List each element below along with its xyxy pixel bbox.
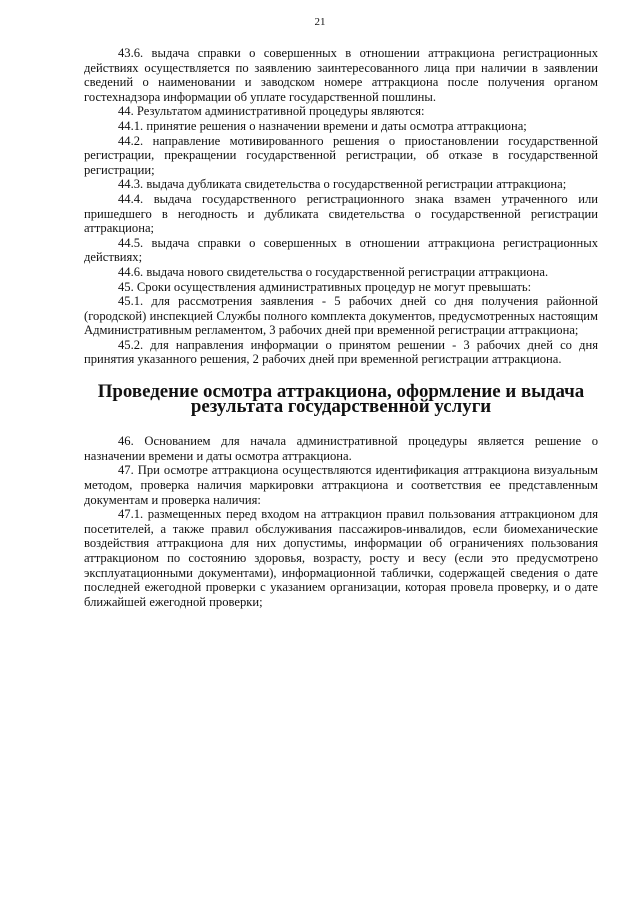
section-heading: Проведение осмотра аттракциона, оформление и выдача результата государственной услуги — [97, 381, 585, 417]
paragraph-44-5: 44.5. выдача справки о совершенных в отношении аттракциона регистрационных действиях; — [84, 235, 598, 265]
paragraph-44-6: 44.6. выдача нового свидетельства о государственной регистрации аттракциона. — [118, 264, 549, 279]
page-number: 21 — [314, 16, 326, 28]
paragraph-44-3: 44.3. выдача дубликата свидетельства о государственной регистрации аттракциона; — [118, 177, 567, 192]
paragraph-44-2: 44.2. направление мотивированного решения о приостановлении государственной регистрации, прекращении государственной регистрации, об отказе в государственной регистрации; — [84, 133, 598, 177]
paragraph-46: 46. Основанием для начала административной процедуры является решение о назначении времени и даты осмотра аттракциона. — [84, 434, 598, 463]
paragraph-45: 45. Сроки осуществления административных процедур не могут превышать: — [118, 279, 532, 294]
paragraph-47: 47. При осмотре аттракциона осуществляются идентификация аттракциона визуальным методом, проверка наличия маркировки аттракциона и соответствия ее представленным документам и проверка наличия: — [84, 463, 598, 507]
paragraph-45-1: 45.1. для рассмотрения заявления - 5 рабочих дней со дня получения районной (городской) инспекцией Службы полного комплекта документов, предусмотренных настоящим Административным регламентом, 3 рабочих дней при временной регистрации аттракциона; — [84, 294, 598, 338]
paragraph-44-1: 44.1. принятие решения о назначении времени и даты осмотра аттракциона; — [118, 118, 527, 133]
paragraph-44-4: 44.4. выдача государственного регистрационного знака взамен утраченного или пришедшего в негодность и дубликата свидетельства о государственной регистрации аттракциона; — [84, 191, 598, 236]
document-body — [84, 46, 598, 609]
paragraph-44: 44. Результатом административной процедуры являются: — [118, 104, 425, 119]
paragraph-47-1: 47.1. размещенных перед входом на аттракцион правил пользования аттракционом для посетителей, а также правил обслуживания пассажиров-инвалидов, если биомеханические воздействия аттракциона для них допустимы, информации об ограничениях пользования аттракционом по состоянию здоровья, возрасту, росту и весу (если это предусмотрено эксплуатационными документами), информационной таблички, содержащей сведения о дате последней ежегодной проверки с указанием организации, которая провела проверку, и о дате ближайшей ежегодной проверки; — [84, 507, 598, 609]
paragraph-43-6: 43.6. выдача справки о совершенных в отношении аттракциона регистрационных действиях осуществляется по заявлению заинтересованного лица при наличии в заявлении сведений о наименовании и заводском номере аттракциона после получения органом гостехнадзора информации об уплате государственной пошлины. — [84, 46, 598, 104]
paragraph-45-2: 45.2. для направления информации о принятом решении - 3 рабочих дней со дня принятия указанного решения, 2 рабочих дней при временной регистрации аттракциона. — [84, 337, 598, 367]
